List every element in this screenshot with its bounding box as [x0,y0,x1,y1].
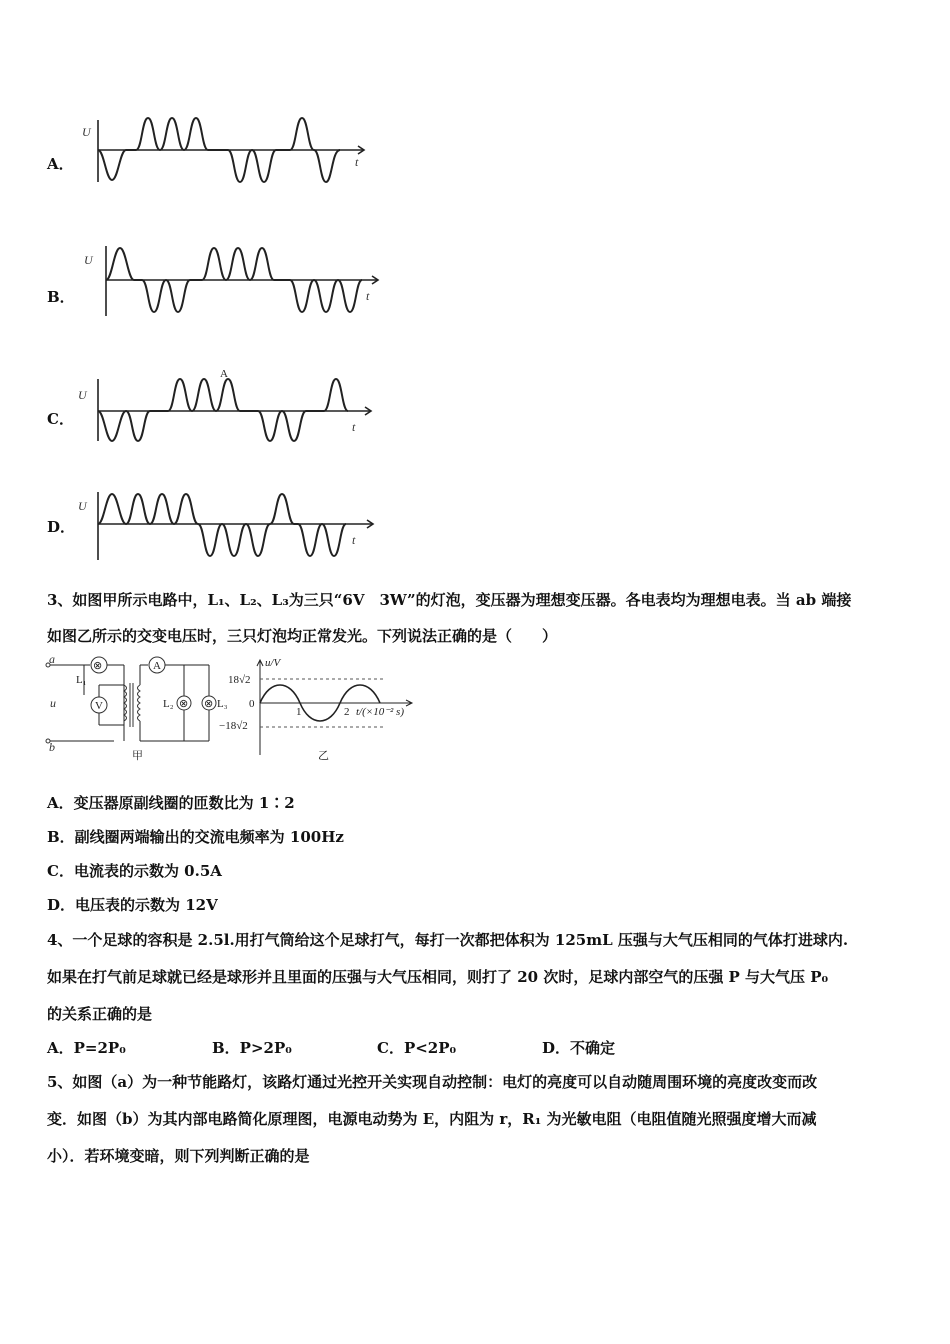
axis-t-label: t [355,155,359,169]
terminal-a: a [49,652,55,666]
option-c-wave [98,379,348,441]
graph-x-label: t/(×10⁻² s) [356,706,404,718]
option-d-wave [98,494,346,556]
peak-mark-label: A [220,368,228,380]
graph-y-neg: −18√2 [219,720,248,732]
option-c-letter[interactable]: C． [47,410,74,428]
q4-option-d[interactable]: D．不确定 [542,1039,616,1057]
q5-stem-line1: 5、如图（a）为一种节能路灯，该路灯通过光控开关实现自动控制：电灯的亮度可以自动随周围环境的亮度改变而改 [47,1073,818,1091]
graph-y-pos: 18√2 [228,674,251,686]
graph-t1: 1 [296,706,302,718]
option-d-graph [78,486,378,566]
lamp-l2-label: L₂ [163,698,174,710]
caption-left: 甲 [132,750,143,762]
svg-text:⊗: ⊗ [93,660,103,672]
graph-zero: 0 [249,698,255,710]
svg-text:⊗: ⊗ [179,698,189,710]
svg-text:⊗: ⊗ [204,698,214,710]
q5-stem-line3: 小）．若环境变暗，则下列判断正确的是 [47,1147,310,1165]
q4-stem-line1: 4、一个足球的容积是 2.5l.用打气筒给这个足球打气，每打一次都把体积为 125mL 压强与大气压相同的气体打进球内. [47,931,849,949]
q3-stem-line1: 3、如图甲所示电路中，L₁、L₂、L₃为三只“6V 3W”的灯泡，变压器为理想变压器。各电表均为理想电表。当 ab 端接 [47,591,852,609]
option-c-graph [78,365,378,445]
q3-circuit-figure [44,652,424,765]
axis-t-label: t [366,289,370,303]
option-a-letter[interactable]: A． [47,155,74,173]
voltmeter-label: V [95,700,103,712]
graph-t2: 2 [344,706,350,718]
lamp-l1-label: L₁ [76,674,87,686]
axis-u-label: U [84,253,93,267]
q4-option-c[interactable]: C．P<2P₀ [377,1039,457,1057]
source-u-label: u [50,696,56,710]
graph-y-label: u/V [265,657,281,669]
lamp-l3-label: L₃ [217,698,228,710]
q4-option-b[interactable]: B．P>2P₀ [212,1039,292,1057]
q3-option-d[interactable]: D．电压表的示数为 12V [47,896,218,914]
q3-stem-line2: 如图乙所示的交变电压时，三只灯泡均正常发光。下列说法正确的是（ ） [47,627,558,645]
q4-stem-line3: 的关系正确的是 [47,1005,153,1023]
axis-t-label: t [352,533,356,547]
ammeter-label: A [153,660,161,672]
option-d-letter[interactable]: D． [47,518,76,536]
option-b-letter[interactable]: B． [47,288,75,306]
q4-stem-line2: 如果在打气前足球就已经是球形并且里面的压强与大气压相同，则打了 20 次时，足球内部空气的压强 P 与大气压 P₀ [47,968,829,986]
q3-option-c[interactable]: C．电流表的示数为 0.5A [47,862,222,880]
axis-u-label: U [78,499,87,513]
q5-stem-line2: 变．如图（b）为其内部电路简化原理图，电源电动势为 E，内阻为 r，R₁ 为光敏电阻（电阻值随光照强度增大而减 [47,1110,817,1128]
axis-u-label: U [78,388,87,402]
option-b-graph [80,242,385,322]
option-a-graph [78,112,378,192]
q3-option-a[interactable]: A．变压器原副线圈的匝数比为 1∶2 [47,794,295,812]
axis-u-label: U [82,125,91,139]
caption-right: 乙 [318,750,329,762]
q4-option-a[interactable]: A．P=2P₀ [47,1039,126,1057]
terminal-b: b [49,740,55,754]
q3-option-b[interactable]: B．副线圈两端输出的交流电频率为 100Hz [47,828,344,846]
axis-t-label: t [352,420,356,434]
